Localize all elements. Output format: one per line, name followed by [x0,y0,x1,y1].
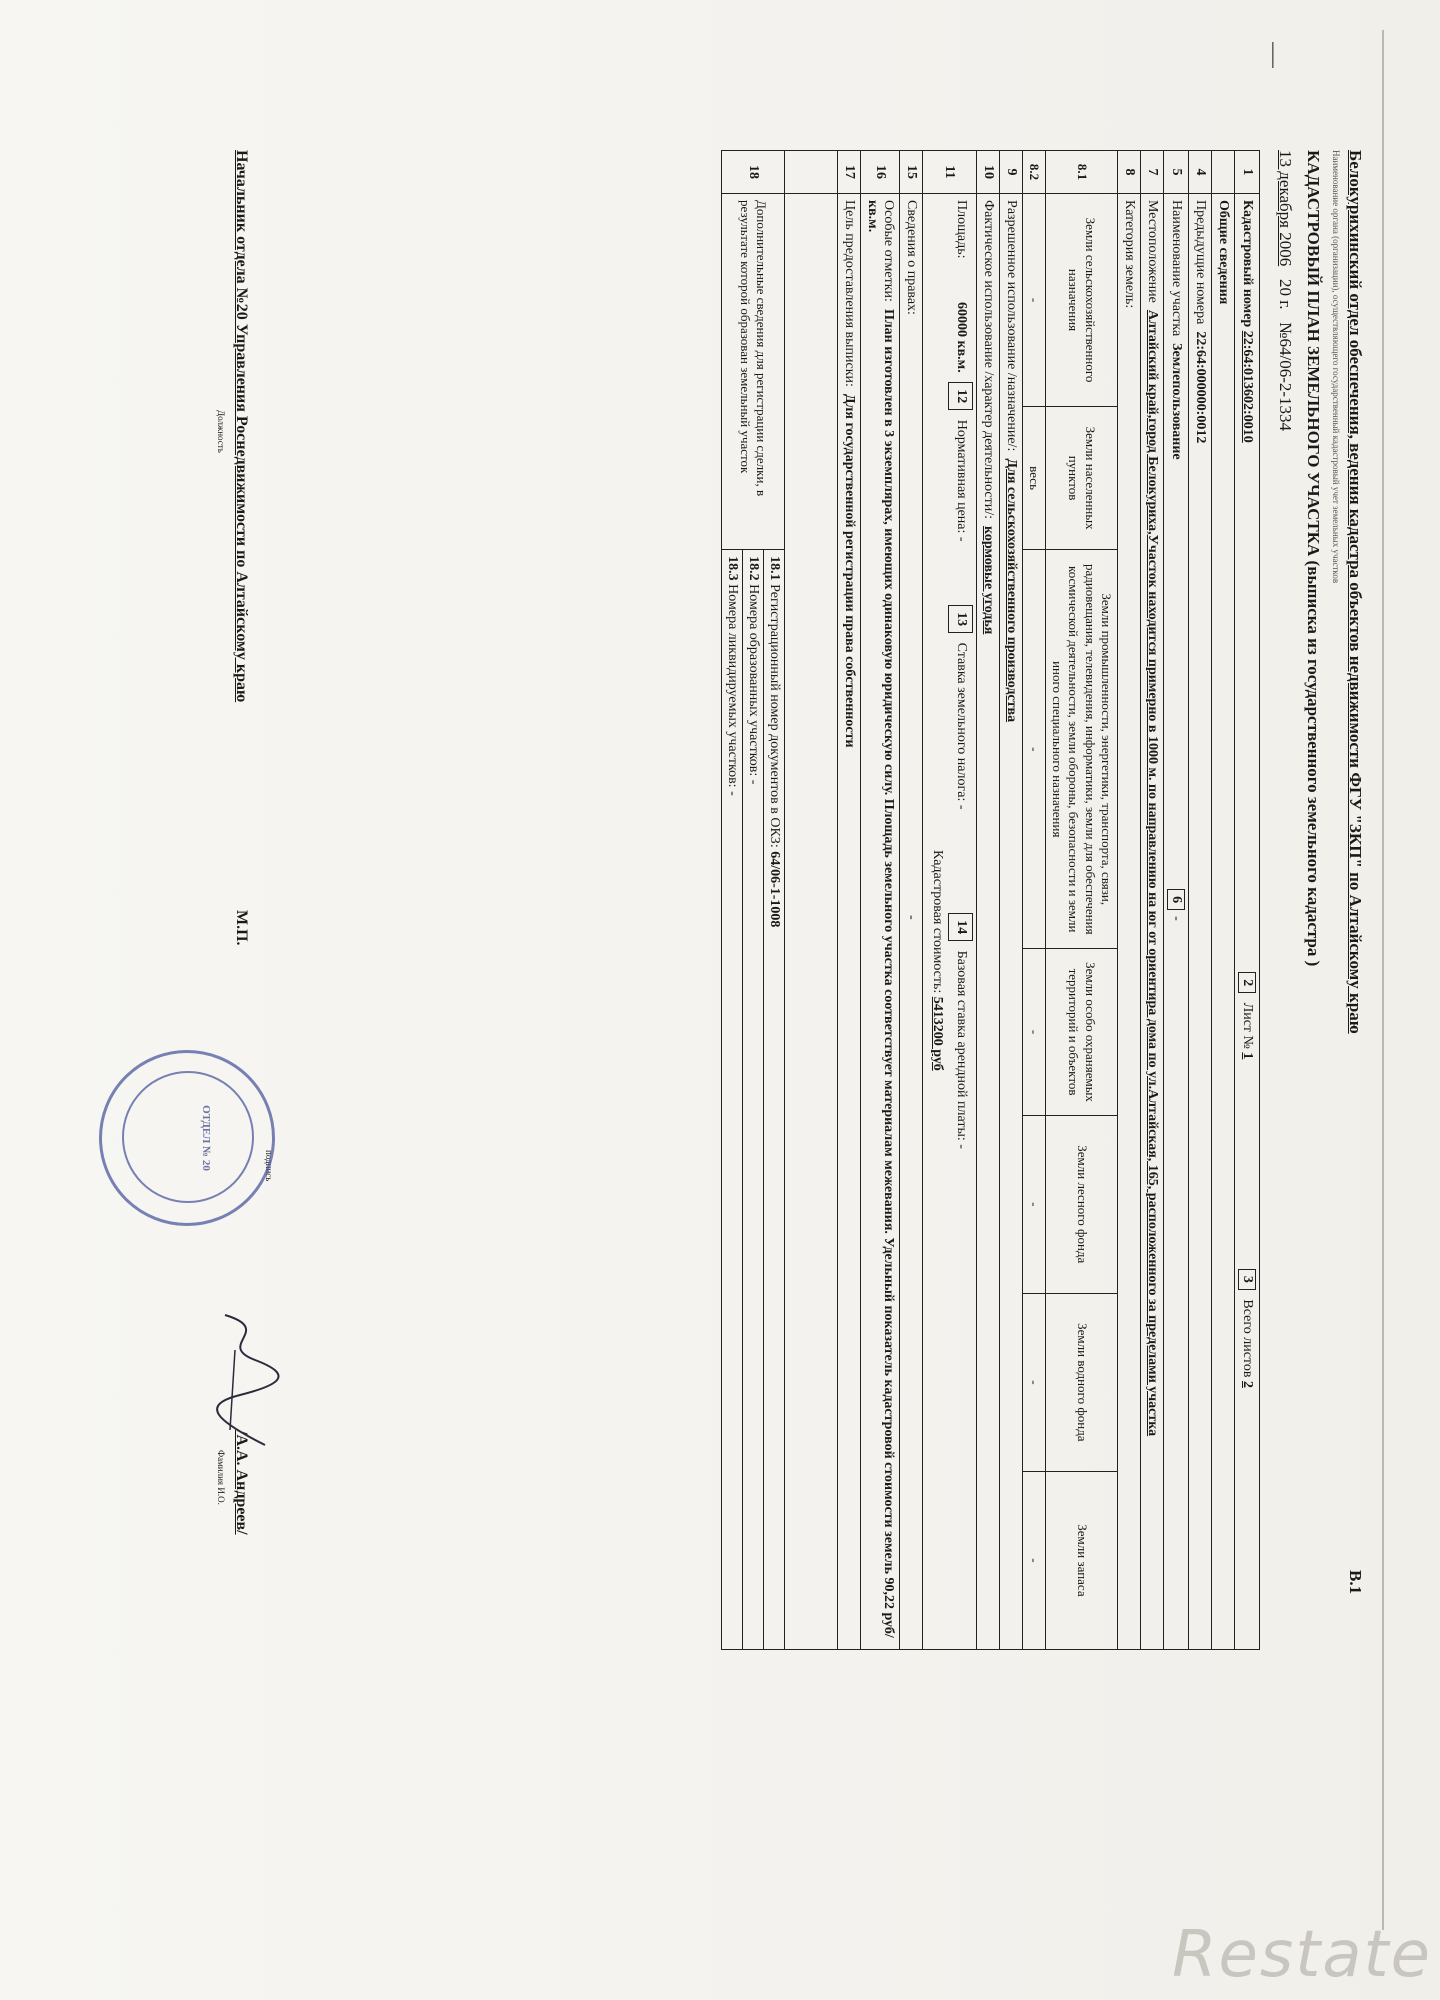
category-value: - [1022,1471,1045,1649]
official-name: /А.А. Андреев/ [233,1430,250,1535]
actual-use-label: Фактическое использование /характер деятельности/: [980,200,996,520]
cadastral-value-label: Кадастровая стоимость: [930,850,946,994]
page-edge-line [1382,30,1384,1930]
registration-number-label: Регистрационный номер документов в ОКЗ: [766,584,782,848]
row-10 [976,151,999,1650]
category-col: Земли промышленности, энергетики, транспорта, связи, радиовещания, телевидения, информатики, земли для обеспечения космической деятельности, земли обороны, безопасности и земли иного специального назначения [1046,550,1118,949]
cadastral-value: 5413200 руб [930,996,946,1071]
row-num: 18.2 [745,556,761,581]
official-stamp [99,1050,275,1226]
liquidated-parcels: - [724,791,740,796]
category-col: Земли сельскохозяйственного назначения [1046,194,1118,407]
row-num: 18.1 [766,556,782,581]
previous-numbers: 22:64:000000:0012 [1193,331,1208,444]
document-number: №64/06-2-1334 [1276,322,1295,432]
category-col: Земли водного фонда [1046,1293,1118,1471]
blank-row [784,151,837,1650]
row-num: 8.2 [1022,151,1045,194]
parcel-name-label: Наименование участка [1169,200,1184,337]
cadastral-number-label: Кадастровый номер [1240,200,1255,328]
position-caption: Должность [216,410,226,453]
area-value: 60000 кв.м. [953,302,969,373]
row-8-1 [1046,151,1118,1650]
liquidated-parcels-label: Номера ликвидируемых участков: [724,584,740,788]
row-16 [860,151,899,1650]
land-tax-label: Ставка земельного налога: [953,642,969,802]
stamp-text: ОТДЕЛ № 20 [200,1105,212,1171]
row-11 [922,151,976,1650]
general-info-row [1212,151,1235,1650]
purpose-label: Цель предоставления выписки: [841,200,857,387]
total-sheets: 2 [1240,1380,1255,1388]
row-4 [1189,151,1212,1650]
category-value: весь [1022,407,1045,550]
previous-numbers-label: Предыдущие номера [1193,200,1208,325]
cadastral-number: 22:64:013602:0010 [1240,330,1255,443]
document-date: 13 декабря 2006 [1276,150,1295,267]
row-17 [837,151,860,1650]
row-8 [1118,151,1141,1650]
row-num: 17 [837,151,860,194]
row-num: 1 [1235,151,1260,194]
land-tax: - [953,804,969,810]
normative-price-label: Нормативная цена: [953,419,969,534]
location: Алтайский край,город Белокуриха,Участок находится примерно в 1000 м. по направлению на юг от ориентира дома по ул.Алтайская, 165, расположенного за пределами участка [1145,309,1160,1437]
parcel-name: Землепользование [1169,343,1184,460]
land-category-label: Категория земель: [1118,194,1141,1650]
row-9 [999,151,1022,1650]
row-num: 9 [999,151,1022,194]
year-suffix: г. [1276,300,1295,310]
category-col: Земли лесного фонда [1046,1115,1118,1293]
row-num: 18 [721,151,784,194]
category-col: Земли запаса [1046,1471,1118,1649]
normative-price: - [953,536,969,542]
category-col: Земли населенных пунктов [1046,407,1118,550]
row-num: 8 [1118,151,1141,194]
special-notes: План изготовлен в 3 экземплярах, имеющих одинаковую юридическую силу. Площадь земельного участка соответствует материалам межевания. Удельный показатель кадастровой стоимости земель 90,22 руб/кв.м. [864,200,896,1638]
rights-label: Сведения о правах: [903,200,919,315]
base-rent-label: Базовая ставка арендной платы: [953,950,969,1141]
additional-info-label: Дополнительные сведения для регистрации сделки, в результате которой образован земельный участок [721,194,784,550]
special-notes-label: Особые отметки: [880,200,896,302]
category-value: - [1022,1115,1045,1293]
row-1 [1235,151,1260,1650]
row-5-dash: - [1169,916,1184,921]
total-sheets-label: Всего листов [1240,1299,1255,1378]
row-num: 16 [860,151,899,194]
corner-mark: | [1270,38,1276,69]
official-position: Начальник отдела №20 Управления Роснедвижимости по Алтайскому краю [233,150,250,703]
sheet-label: Лист № [1240,1002,1255,1049]
row-num: 4 [1189,151,1212,194]
actual-use: кормовые угодья [980,526,996,635]
document-title: КАДАСТРОВЫЙ ПЛАН ЗЕМЕЛЬНОГО УЧАСТКА (выписка из государственного земельного кадастра ) [1304,150,1323,967]
location-label: Местоположение [1145,200,1160,303]
name-caption: Фамилия И.О. [216,1450,226,1505]
office-name: Белокурихинский отдел обеспечения, ведения кадастра объектов недвижимости ФГУ "ЗКП" по Алтайскому краю [1346,150,1365,1034]
year-label: 20 [1276,278,1295,296]
stamp-place-label: М.П. [233,910,250,946]
box-12: 12 [948,382,972,410]
rights-value: - [903,914,919,920]
box-6: 6 [1167,889,1185,910]
formed-parcels: - [745,779,761,785]
row-18 [721,151,784,1650]
box-2: 2 [1238,972,1256,993]
sheet-number: 1 [1240,1052,1255,1060]
row-5 [1164,151,1189,1650]
signature-scribble [205,1310,285,1450]
row-num: 5 [1164,151,1189,194]
row-num: 8.1 [1046,151,1118,194]
base-rent: - [953,1144,969,1149]
box-14: 14 [948,913,972,941]
box-13: 13 [948,605,972,633]
row-num: 10 [976,151,999,194]
form-code: В.1 [1346,1570,1365,1595]
signature-caption: подпись [264,1150,274,1182]
row-num: 11 [922,151,976,194]
row-8-2 [1022,151,1045,1650]
row-num: 15 [899,151,922,194]
row-num: 18.3 [724,556,740,581]
row-num: 7 [1141,151,1164,194]
row-15 [899,151,922,1650]
category-value: - [1022,949,1045,1115]
category-value: - [1022,1293,1045,1471]
area-label: Площадь: [953,200,969,259]
category-col: Земли особо охраняемых территорий и объектов [1046,949,1118,1115]
category-value: - [1022,194,1045,407]
permitted-use-label: Разрешенное использование /назначение/: [1003,200,1019,452]
category-value: - [1022,550,1045,949]
cadastral-table [721,150,1260,1650]
office-caption: Наименование органа (организации), осуществляющего государственный кадастровый учет земельных участков [1331,150,1341,584]
watermark: Restate [1172,1918,1432,1992]
general-info-heading: Общие сведения [1212,194,1235,1650]
box-3: 3 [1238,1269,1256,1290]
registration-number: 64/06-1-1008 [766,851,782,928]
row-7 [1141,151,1164,1650]
formed-parcels-label: Номера образованных участков: [745,584,761,777]
permitted-use: Для сельскохозяйственного производства [1003,458,1019,723]
rotated-document [165,130,1375,1670]
purpose: Для государственной регистрации права собственности [841,393,857,748]
